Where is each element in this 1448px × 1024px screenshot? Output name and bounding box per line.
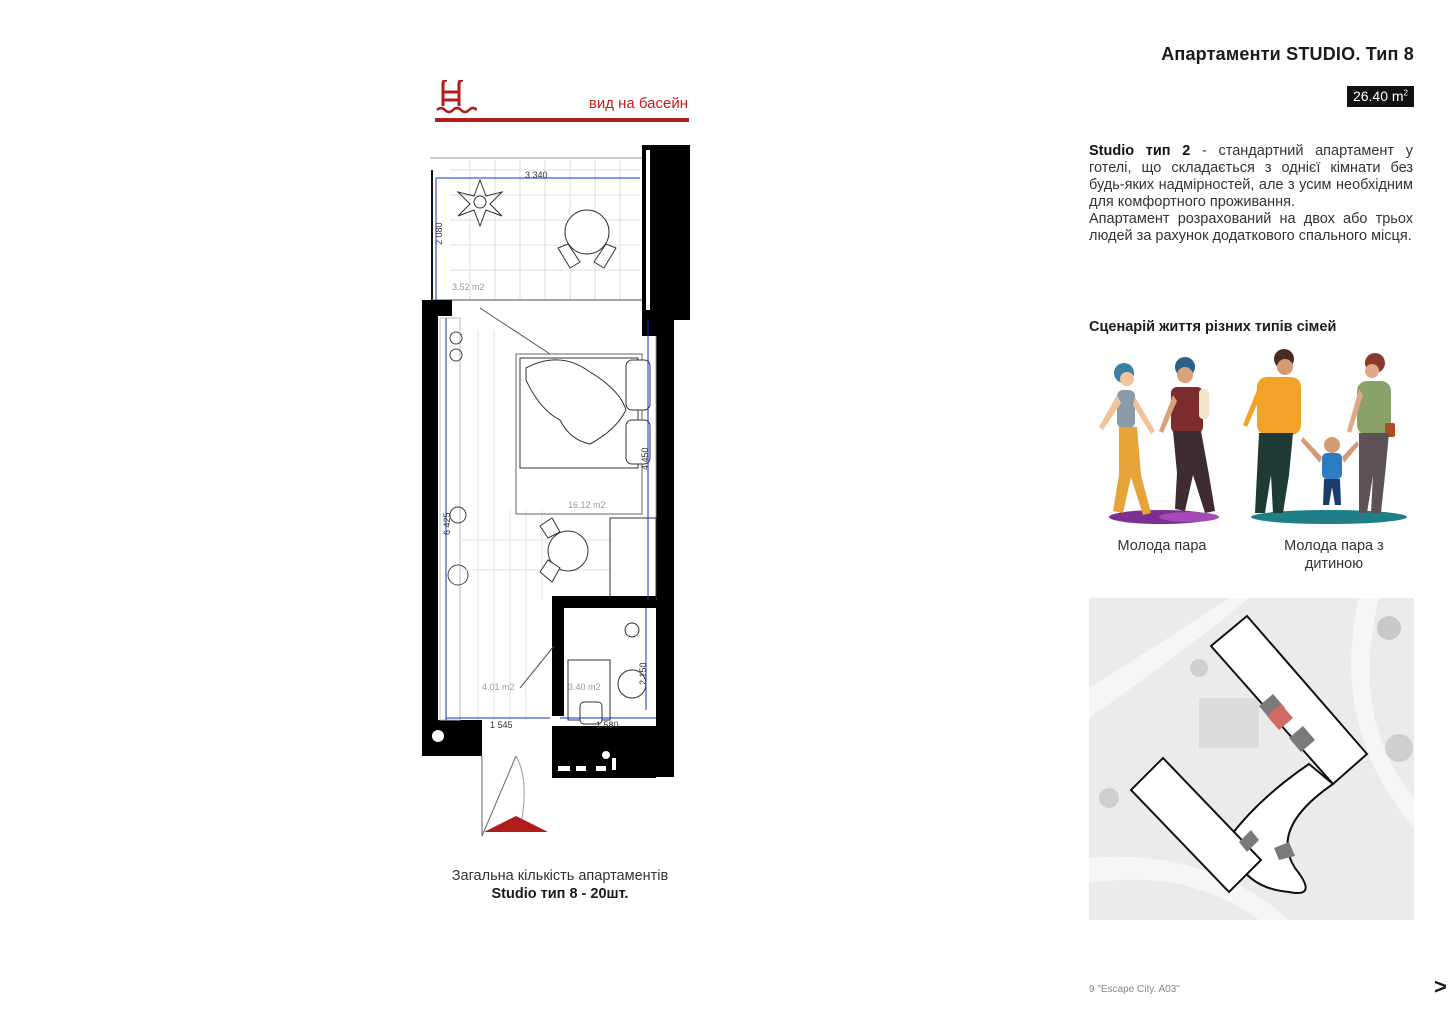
page-footer: 9 "Escape City. A03" — [1089, 984, 1180, 995]
description-text-2: Апартамент розрахований на двох або трьох людей за рахунок додаткового спального місця. — [1089, 211, 1413, 244]
dim-total-depth: 6 425 — [442, 512, 452, 535]
dim-room-depth: 4 450 — [640, 447, 650, 470]
dim-terrace-depth: 2 080 — [434, 222, 444, 245]
pool-icon — [435, 80, 477, 116]
bed-icon — [516, 354, 650, 514]
area-value: 26.40 m — [1352, 88, 1404, 104]
floor-plan — [420, 140, 695, 840]
description — [1089, 143, 1413, 245]
families-illustration — [1089, 345, 1415, 530]
dim-hall-width: 1 545 — [490, 720, 513, 730]
pool-view-divider — [435, 118, 689, 122]
next-page-icon[interactable]: > — [1434, 974, 1447, 999]
area-hall: 4.01 m2 — [482, 682, 515, 692]
dining-table-icon — [540, 518, 656, 598]
dim-terrace-width: 3 340 — [525, 170, 548, 180]
area-badge — [1347, 86, 1414, 107]
total-count-value: Studio тип 8 - 20шт. — [491, 886, 629, 902]
scenario-title: Сценарій життя різних типів сімей — [1089, 319, 1337, 335]
description-text-1: - стандартний апартамент у готелі, що складається з однієї кімнати без будь-яких надмірностей, але з усим необхідним для комфортного проживання. — [1089, 143, 1413, 210]
terrace-table-icon — [558, 210, 616, 268]
area-bath: 3.40 m2 — [568, 682, 601, 692]
area-room: 16.12 m2 — [568, 500, 606, 510]
site-plan-map — [1089, 598, 1414, 920]
dim-bath-depth: 2 150 — [638, 662, 648, 685]
bathroom-fixtures-icon — [568, 623, 646, 724]
description-lead: Studio тип 2 — [1089, 143, 1191, 159]
total-count-label: Загальна кількість апартаментів — [451, 868, 669, 884]
entrance-arrow-icon — [484, 816, 548, 832]
young-couple-illustration — [1099, 357, 1219, 524]
area-terrace: 3.52 m2 — [452, 282, 485, 292]
page-title: Апартаменти STUDIO. Тип 8 — [1161, 44, 1414, 64]
area-unit: 2 — [1403, 88, 1408, 98]
family-caption-couple-child: Молода пара з дитиною — [1284, 538, 1384, 572]
family-caption-couple: Молода пара — [1117, 538, 1207, 554]
dim-bath-width: 1 580 — [596, 720, 619, 730]
pool-view-label: вид на басейн — [588, 95, 688, 112]
family-with-child-illustration — [1243, 349, 1407, 524]
